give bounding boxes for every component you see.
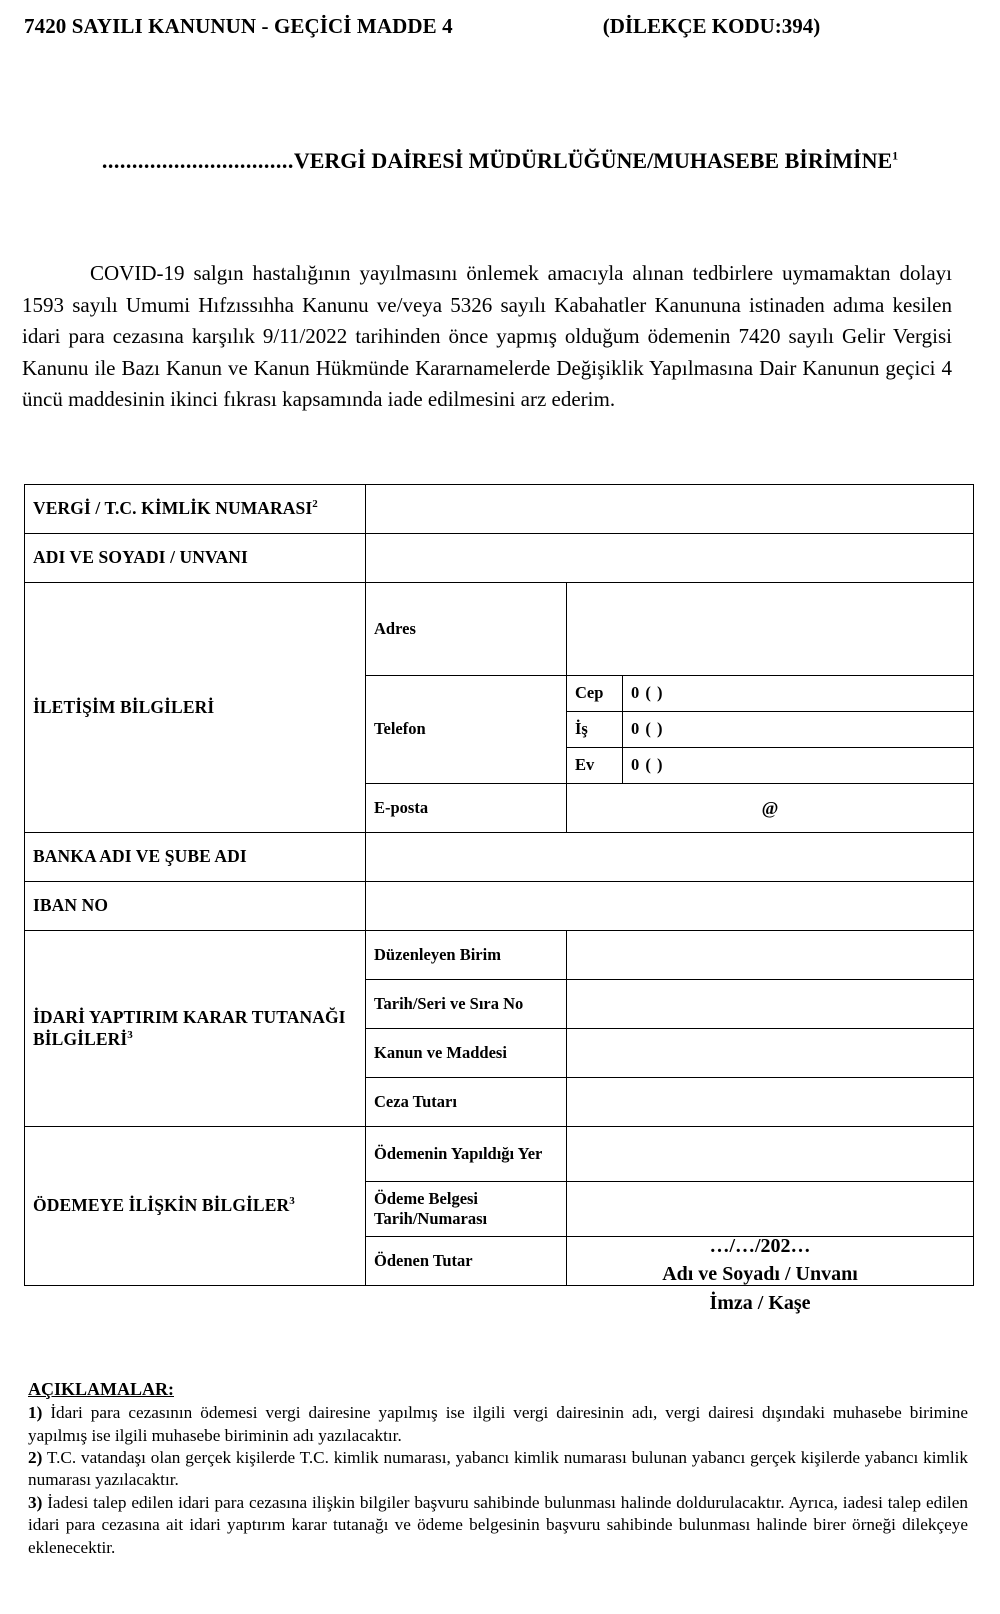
- input-kanun-maddesi[interactable]: [567, 1029, 974, 1078]
- label-odeme-belgesi: Ödeme Belgesi Tarih/Numarası: [366, 1182, 567, 1237]
- explanations-section: [28, 1378, 968, 1559]
- label-adi-soyadi: ADI VE SOYADI / UNVANI: [25, 534, 366, 583]
- label-ceza-tutari: Ceza Tutarı: [366, 1078, 567, 1127]
- signature-date[interactable]: …/…/202…: [709, 1235, 811, 1257]
- footnote-marker-3b: 3: [289, 1195, 295, 1208]
- input-eposta[interactable]: @: [567, 784, 974, 833]
- label-idari-yaptirim-text: İDARİ YAPTIRIM KARAR TUTANAĞI BİLGİLERİ: [33, 1006, 346, 1049]
- body-paragraph: COVID-19 salgın hastalığının yayılmasını önlemek amacıyla alınan tedbirlere uymamaktan dolayı 1593 sayılı Umumi Hıfzıssıhha Kanunu ve/veya 5326 sayılı Kabahatler Kanununa istinaden adıma kesilen idari para cezasına karşılık 9/11/2022 tarihinden önce yapmış olduğum ödemenin 7420 sayılı Gelir Vergisi Kanunu ile Bazı Kanun ve Kanun Hükmünde Kararnamelerde Değişiklik Yapılmasına Dair Kanunun geçici 4 üncü maddesinin ikinci fıkrası kapsamında iade edilmesini arz ederim.: [22, 261, 952, 411]
- explanation-text-1: İdari para cezasının ödemesi vergi dairesine yapılmış ise ilgili vergi dairesinin adı, vergi dairesi dışındaki muhasebe birimine yapılmış ise ilgili muhasebe biriminin adı yazılacaktır.: [28, 1403, 969, 1445]
- footnote-marker-2: 2: [312, 498, 318, 511]
- input-odeme-belgesi[interactable]: [567, 1182, 974, 1237]
- addressee-footnote-marker: 1: [892, 148, 899, 163]
- label-telefon-ev: Ev: [567, 748, 623, 784]
- table-row-adi-soyadi: [25, 534, 974, 583]
- label-iletisim-bilgileri: İLETİŞİM BİLGİLERİ: [25, 583, 366, 833]
- petition-code: (DİLEKÇE KODU:394): [602, 14, 821, 38]
- footnote-marker-3a: 3: [127, 1028, 133, 1041]
- label-vergi-tc: [25, 485, 366, 534]
- input-tarih-seri-sira[interactable]: [567, 980, 974, 1029]
- addressee-text: VERGİ DAİRESİ MÜDÜRLÜĞÜNE/MUHASEBE BİRİMİNE: [293, 148, 893, 173]
- explanation-number-2: 2): [28, 1448, 43, 1468]
- explanation-item-2: [28, 1447, 968, 1492]
- input-telefon-is[interactable]: 0 ( ): [623, 712, 974, 748]
- document-title: 7420 SAYILI KANUNUN - GEÇİCİ MADDE 4: [24, 14, 453, 38]
- label-telefon-is: İş: [567, 712, 623, 748]
- label-eposta: E-posta: [366, 784, 567, 833]
- label-kanun-maddesi: Kanun ve Maddesi: [366, 1029, 567, 1078]
- input-telefon-cep[interactable]: 0 ( ): [623, 676, 974, 712]
- explanation-item-3: [28, 1492, 968, 1559]
- explanation-number-1: 1): [28, 1403, 43, 1423]
- label-tarih-seri-sira: Tarih/Seri ve Sıra No: [366, 980, 567, 1029]
- table-row-odemenin-yapildigi-yer: [25, 1127, 974, 1182]
- label-odemenin-yapildigi-yer: Ödemenin Yapıldığı Yer: [366, 1127, 567, 1182]
- label-odemeye-iliskin: [25, 1127, 366, 1286]
- signature-block: [560, 1232, 960, 1317]
- signature-stamp-label: İmza / Kaşe: [709, 1291, 811, 1314]
- explanation-text-2: T.C. vatandaşı olan gerçek kişilerde T.C. kimlik numarası, yabancı kimlik numarası bulunan yabancı gerçek kişilerde yabancı kimlik numarası yazılacaktır.: [28, 1448, 968, 1490]
- table-row-adres: [25, 583, 974, 676]
- input-adres[interactable]: [567, 583, 974, 676]
- label-idari-yaptirim: [25, 931, 366, 1127]
- signature-name-label: Adı ve Soyadı / Unvanı: [662, 1263, 858, 1286]
- input-ceza-tutari[interactable]: [567, 1078, 974, 1127]
- label-banka: BANKA ADI VE ŞUBE ADI: [25, 833, 366, 882]
- addressee-line: [0, 148, 1000, 174]
- table-row-banka: [25, 833, 974, 882]
- label-duzenleyen-birim: Düzenleyen Birim: [366, 931, 567, 980]
- label-iban: IBAN NO: [25, 882, 366, 931]
- addressee-blank-dots: ................................: [101, 148, 294, 173]
- table-row-vergi-tc: [25, 485, 974, 534]
- explanation-text-3: İadesi talep edilen idari para cezasına ilişkin bilgiler başvuru sahibinde bulunması halinde doldurulacaktır. Ayrıca, iadesi talep edilen idari para cezasına ait idari yaptırım karar tutanağı ve ödeme belgesinin başvuru sahibinde bulunması halinde birer örneği dilekçeye eklenecektir.: [28, 1492, 968, 1557]
- explanation-item-1: [28, 1402, 968, 1447]
- input-telefon-ev[interactable]: 0 ( ): [623, 748, 974, 784]
- explanations-title: AÇIKLAMALAR:: [28, 1379, 174, 1399]
- label-telefon-cep: Cep: [567, 676, 623, 712]
- input-iban[interactable]: [366, 882, 974, 931]
- document-header: [24, 14, 978, 39]
- label-telefon: Telefon: [366, 676, 567, 784]
- input-odemenin-yapildigi-yer[interactable]: [567, 1127, 974, 1182]
- input-banka[interactable]: [366, 833, 974, 882]
- table-row-duzenleyen-birim: [25, 931, 974, 980]
- label-odemeye-iliskin-text: ÖDEMEYE İLİŞKİN BİLGİLER: [33, 1195, 290, 1216]
- input-vergi-tc[interactable]: [366, 485, 974, 534]
- input-duzenleyen-birim[interactable]: [567, 931, 974, 980]
- input-adi-soyadi[interactable]: [366, 534, 974, 583]
- label-vergi-tc-text: VERGİ / T.C. KİMLİK NUMARASI: [33, 498, 313, 519]
- label-adres: Adres: [366, 583, 567, 676]
- table-row-iban: [25, 882, 974, 931]
- applicant-information-table: [24, 484, 974, 1286]
- label-odenen-tutar: Ödenen Tutar: [366, 1237, 567, 1286]
- explanation-number-3: 3): [28, 1492, 43, 1512]
